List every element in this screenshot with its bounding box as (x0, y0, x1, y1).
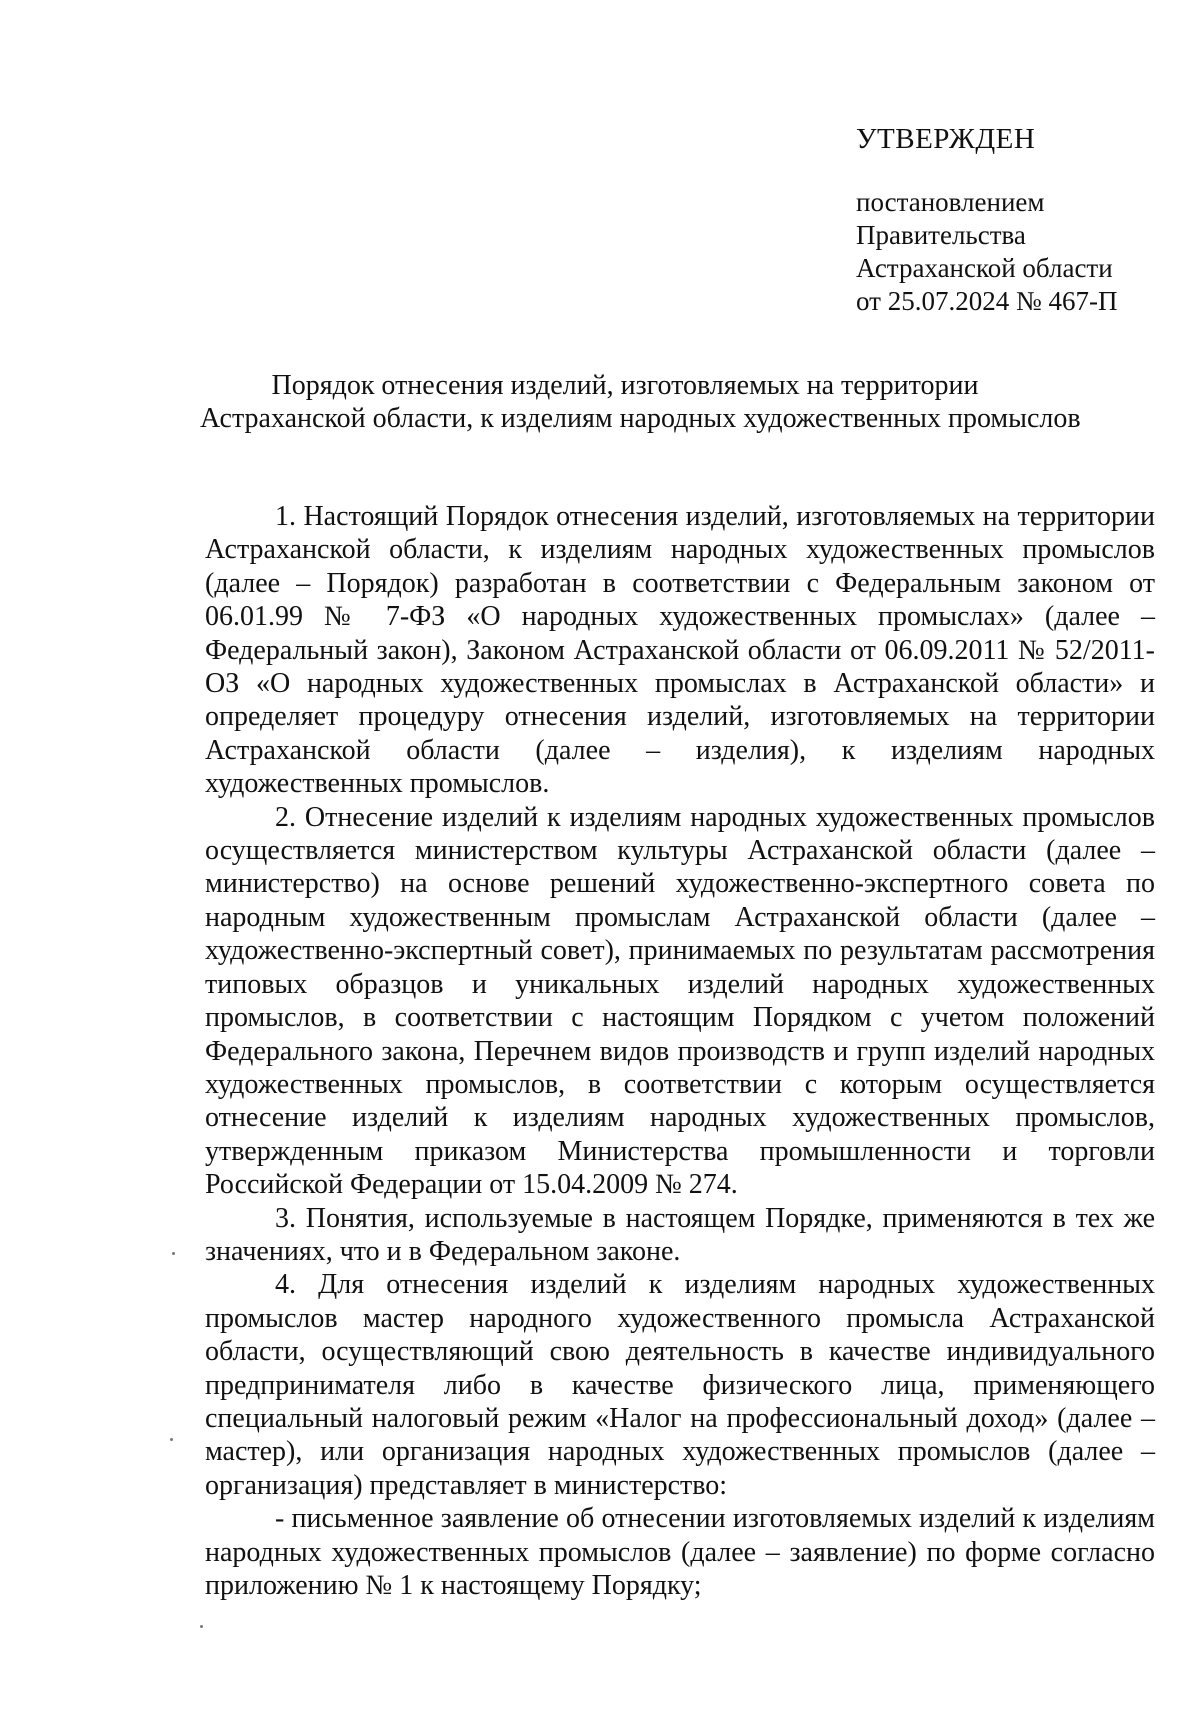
approval-line: от 25.07.2024 № 467-П (856, 286, 1118, 316)
scan-speck (170, 1438, 173, 1441)
approval-line: постановлением (856, 187, 1045, 217)
approval-details (856, 186, 1176, 318)
paragraph-5-list-item: - письменное заявление об отнесении изготовляемых изделий к изделиям народных художественных промыслов (далее – заявление) по форме согласно приложению № 1 к настоящему Порядку; (205, 1503, 1155, 1601)
document-title (200, 369, 1081, 435)
approval-line: Правительства (856, 220, 1026, 250)
document-title-line: Порядок отнесения изделий, изготовляемых на территории (271, 370, 979, 401)
scan-speck (172, 1252, 175, 1255)
paragraph-3: 3. Понятия, используемые в настоящем Порядке, применяются в тех же значениях, что и в Федеральном законе. (205, 1202, 1155, 1267)
approval-stamp (856, 122, 1176, 318)
approval-title: УТВЕРЖДЕН (856, 123, 1036, 155)
scan-speck (200, 1625, 203, 1628)
document-title-line: Астраханской области, к изделиям народных художественных промыслов (200, 403, 1081, 434)
approval-line: Астраханской области (856, 253, 1113, 283)
paragraph-2: 2. Отнесение изделий к изделиям народных художественных промыслов осуществляется министерством культуры Астраханской области (далее – министерство) на основе решений художественно-экспертного совета по народным художественным промыслам Астраханской области (далее – художественно-экспертный совет), принимаемых по результатам рассмотрения типовых образцов и уникальных изделий народных художественных промыслов, в соответствии с настоящим Порядком с учетом положений Федерального закона, Перечнем видов производств и групп изделий народных художественных промыслов, в соответствии с которым осуществляется отнесение изделий к изделиям народных художественных промыслов, утвержденным приказом Министерства промышленности и торговли Российской Федерации от 15.04.2009 № 274. (205, 801, 1155, 1201)
paragraph-4: 4. Для отнесения изделий к изделиям народных художественных промыслов мастер народного художественного промысла Астраханской области, осуществляющий свою деятельность в качестве индивидуального предпринимателя либо в качестве физического лица, применяющего специальный налоговый режим «Налог на профессиональный доход» (далее – мастер), или организация народных художественных промыслов (далее – организация) представляет в министерство: (205, 1269, 1155, 1501)
paragraph-1: 1. Настоящий Порядок отнесения изделий, изготовляемых на территории Астраханской области, к изделиям народных художественных промыслов (далее – Порядок) разработан в соответствии с Федеральным законом от 06.01.99 № 7-ФЗ «О народных художественных промыслах» (далее – Федеральный закон), Законом Астраханской области от 06.09.2011 № 52/2011-ОЗ «О народных художественных промыслах в Астраханской области» и определяет процедуру отнесения изделий, изготовляемых на территории Астраханской области (далее – изделия), к изделиям народных художественных промыслов. (205, 501, 1155, 800)
document-body (205, 500, 1155, 1602)
